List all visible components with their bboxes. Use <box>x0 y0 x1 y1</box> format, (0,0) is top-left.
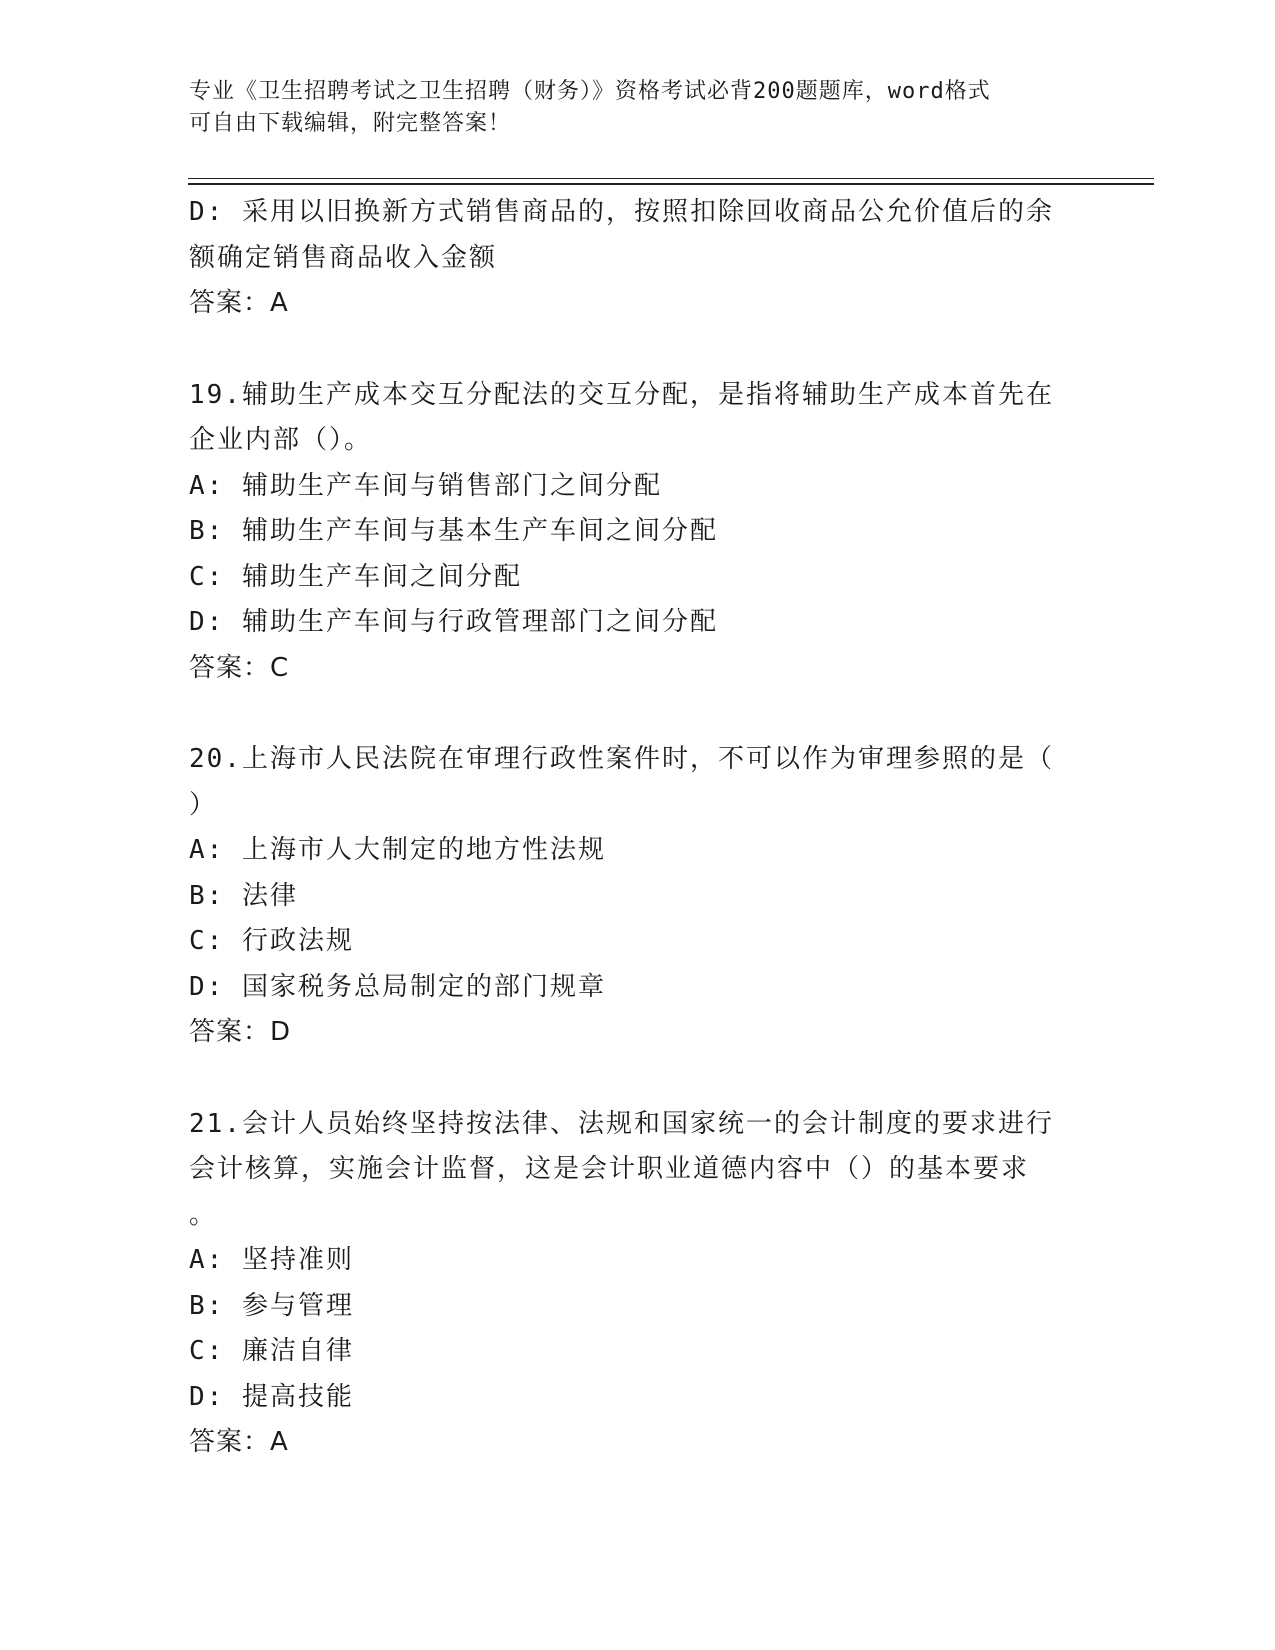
answer: 答案：A <box>189 1427 289 1457</box>
question-stem-line-1: 20.上海市人民法院在审理行政性案件时，不可以作为审理参照的是（ <box>189 744 1054 774</box>
spacer <box>189 1056 1089 1102</box>
option-d-line-1: D: 采用以旧换新方式销售商品的，按照扣除回收商品公允价值后的余 <box>189 197 1054 227</box>
option-a: A: 辅助生产车间与销售部门之间分配 <box>189 470 662 501</box>
question-content <box>189 190 1089 1466</box>
option-b: B: 法律 <box>189 880 298 911</box>
question-stem-line-1: 21.会计人员始终坚持按法律、法规和国家统一的会计制度的要求进行 <box>189 1108 1054 1139</box>
option-a: A: 上海市人大制定的地方性法规 <box>189 835 606 865</box>
option-b: B: 辅助生产车间与基本生产车间之间分配 <box>189 516 718 546</box>
option-d: D: 国家税务总局制定的部门规章 <box>189 971 606 1002</box>
document-header <box>189 76 1089 140</box>
option-d: D: 辅助生产车间与行政管理部门之间分配 <box>189 607 718 637</box>
header-line-2: 可自由下载编辑，附完整答案！ <box>189 111 512 136</box>
question-20 <box>189 737 1089 1056</box>
header-line-1: 专业《卫生招聘考试之卫生招聘（财务）》资格考试必背200题题库，word格式 <box>189 79 991 104</box>
question-stem-line-2: ） <box>189 789 218 820</box>
question-stem-line-3: 。 <box>189 1199 218 1230</box>
question-stem-line-1: 19.辅助生产成本交互分配法的交互分配，是指将辅助生产成本首先在 <box>189 379 1054 410</box>
question-19 <box>189 373 1089 692</box>
option-c: C: 行政法规 <box>189 926 354 956</box>
option-b: B: 参与管理 <box>189 1290 354 1321</box>
answer: 答案：C <box>189 652 290 683</box>
question-18-tail <box>189 190 1089 327</box>
header-divider-thin <box>188 178 1154 179</box>
option-d-line-2: 额确定销售商品收入金额 <box>189 242 498 273</box>
header-divider-thick <box>188 183 1154 185</box>
option-a: A: 坚持准则 <box>189 1245 354 1275</box>
answer: 答案：A <box>189 288 289 318</box>
option-d: D: 提高技能 <box>189 1381 354 1412</box>
option-c: C: 廉洁自律 <box>189 1336 354 1366</box>
spacer <box>189 327 1089 373</box>
answer: 答案：D <box>189 1017 292 1047</box>
question-stem-line-2: 会计核算，实施会计监督，这是会计职业道德内容中（）的基本要求 <box>189 1154 1030 1184</box>
option-c: C: 辅助生产车间之间分配 <box>189 561 522 592</box>
question-21 <box>189 1102 1089 1466</box>
spacer <box>189 691 1089 737</box>
question-stem-line-2: 企业内部（）。 <box>189 425 373 455</box>
